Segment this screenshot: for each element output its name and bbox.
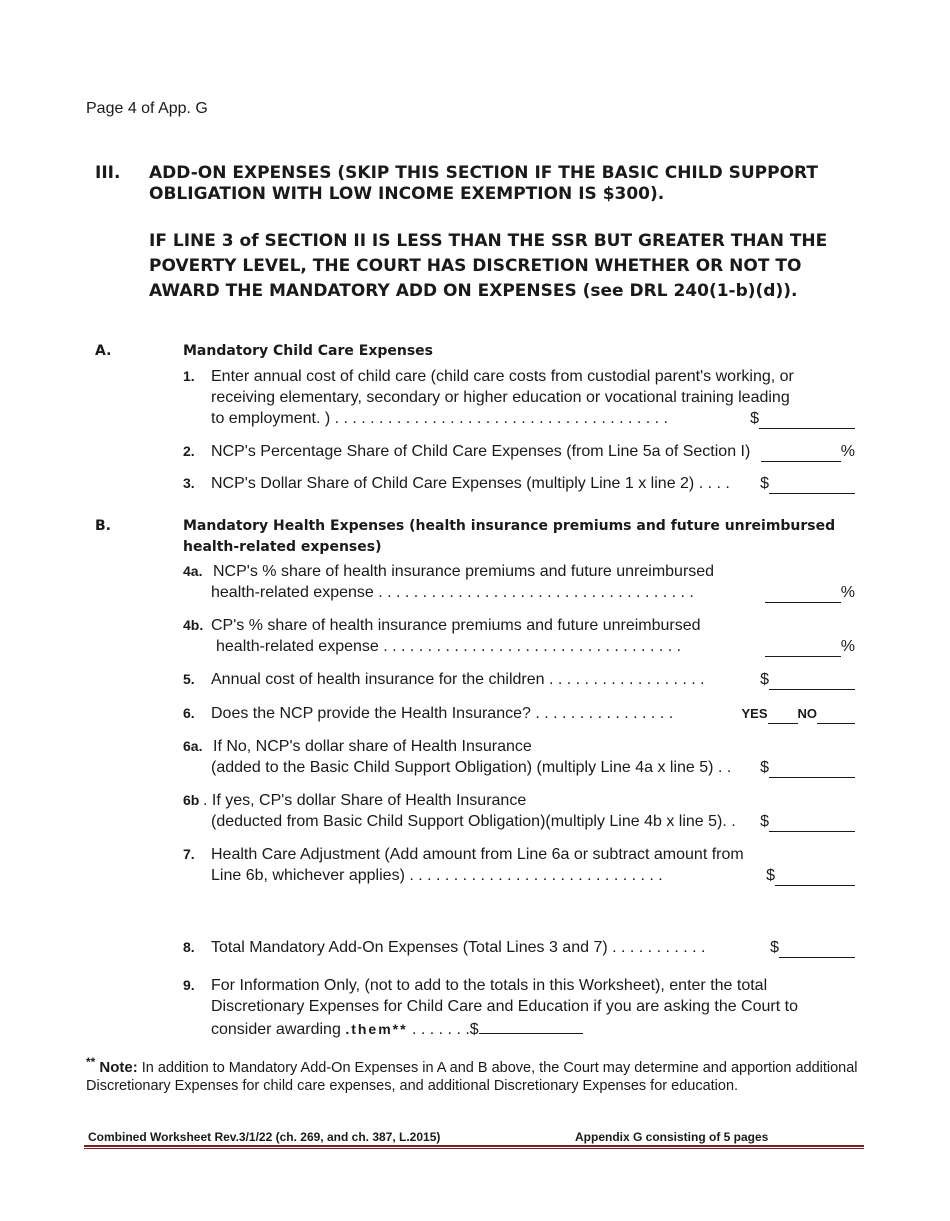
part-a-title: Mandatory Child Care Expenses — [183, 343, 433, 359]
no-field[interactable] — [817, 707, 855, 724]
line-number: 6a. — [183, 738, 203, 754]
dollar-sign: $ — [760, 671, 769, 688]
line-number: 6. — [183, 705, 195, 721]
line-text: . If yes, CP's dollar Share of Health Insurance — [203, 792, 527, 809]
line-6b-amount-field[interactable] — [769, 815, 855, 832]
line-number: 4a. — [183, 563, 203, 579]
line-6a-amount-field[interactable] — [769, 761, 855, 778]
leader-dots: . . . . . . . — [407, 1021, 470, 1038]
yes-field[interactable] — [768, 707, 798, 724]
line-number: 6b — [183, 792, 200, 808]
line-text: For Information Only, (not to add to the totals in this Worksheet), enter the total — [211, 977, 768, 994]
line-text: If No, NCP's dollar share of Health Insurance — [213, 738, 532, 755]
section-subtitle: IF LINE 3 of SECTION II IS LESS THAN THE SSR BUT GREATER THAN THE POVERTY LEVEL, THE COURT HAS DISCRETION WHETHER OR NOT TO AWARD THE MANDATORY ADD ON EXPENSES (see DRL 240(1-b)(d)). — [149, 231, 828, 301]
leader-dots: . . . . . . . . . . . — [607, 939, 706, 956]
line-text: (deducted from Basic Child Support Obligation)(multiply Line 4b x line 5) — [211, 813, 723, 830]
line-text: receiving elementary, secondary or higher education or vocational training leading — [211, 389, 790, 406]
line-6b — [183, 790, 855, 832]
line-7 — [183, 844, 855, 886]
line-5 — [183, 669, 855, 690]
dollar-sign: $ — [750, 410, 759, 427]
line-5-amount-field[interactable] — [769, 673, 855, 690]
line-4b-percent-field[interactable] — [765, 640, 841, 657]
leader-dots: . . . . . . . . . . . . . . . . . . . . . . . . . . . . . . . . . . . . . . — [330, 410, 668, 427]
part-b-letter: B. — [95, 518, 111, 534]
line-3 — [183, 473, 855, 494]
line-number: 9. — [183, 977, 195, 993]
line-number: 8. — [183, 939, 195, 955]
dollar-sign: $ — [766, 867, 775, 884]
footer-revision: Combined Worksheet Rev.3/1/22 (ch. 269, and ch. 387, L.2015) — [88, 1130, 441, 1144]
line-4b — [183, 615, 855, 657]
line-number: 4b. — [183, 617, 204, 633]
leader-dots: . . . . . . . . . . . . . . . . — [530, 705, 674, 722]
line-text: Health Care Adjustment (Add amount from Line 6a or subtract amount from — [211, 846, 744, 863]
leader-dots: . . . . — [694, 475, 730, 492]
leader-dots: . . . . . . . . . . . . . . . . . . . . . . . . . . . . . — [404, 867, 663, 884]
section-number: III. — [95, 163, 121, 183]
part-b-title: Mandatory Health Expenses (health insurance premiums and future unreimbursed health-related expenses) — [183, 518, 836, 555]
line-text: NCP's Percentage Share of Child Care Expenses (from Line 5a of Section I) — [211, 443, 751, 460]
line-number: 3. — [183, 475, 195, 491]
line-6 — [183, 703, 855, 724]
line-text: health-related expense — [211, 584, 374, 601]
line-text: Discretionary Expenses for Child Care and Education if you are asking the Court to — [211, 998, 798, 1015]
line-text: Line 6b, whichever applies) — [211, 867, 405, 884]
footer-rule — [84, 1145, 864, 1147]
footer-rule-thin — [84, 1148, 864, 1149]
dollar-sign: $ — [770, 939, 779, 956]
line-text: to employment. ) — [211, 410, 331, 427]
line-1-amount-field[interactable] — [759, 412, 855, 429]
leader-dots: . . . . . . . . . . . . . . . . . . . . . . . . . . . . . . . . . . . . — [373, 584, 694, 601]
leader-dots: . . . . . . . . . . . . . . . . . . . . . . . . . . . . . . . . . . — [378, 638, 682, 655]
percent-sign: % — [840, 443, 855, 460]
line-3-amount-field[interactable] — [769, 477, 855, 494]
line-9 — [183, 975, 855, 1040]
footnote-marker: ** — [86, 1055, 96, 1069]
line-4a-percent-field[interactable] — [765, 586, 841, 603]
dollar-sign: $ — [760, 759, 769, 776]
footer-appendix: Appendix G consisting of 5 pages — [575, 1130, 769, 1144]
dollar-sign: $ — [760, 813, 769, 830]
line-8-amount-field[interactable] — [779, 941, 855, 958]
line-number: 5. — [183, 671, 195, 687]
dollar-sign: $ — [469, 1021, 479, 1038]
line-text: (added to the Basic Child Support Obligation) (multiply Line 4a x line 5) — [211, 759, 714, 776]
line-2 — [183, 441, 855, 462]
line-text: Enter annual cost of child care (child care costs from custodial parent's working, or — [211, 368, 794, 385]
line-7-amount-field[interactable] — [775, 869, 855, 886]
dollar-sign: $ — [760, 475, 769, 492]
line-text: CP's % share of health insurance premiums and future unreimbursed — [211, 617, 701, 634]
yes-label: YES — [741, 706, 768, 721]
note-text: In addition to Mandatory Add-On Expenses in A and B above, the Court may determine and apportion additional Discretionary Expenses for child care expenses, and additional Discretionary Expenses for education. — [86, 1059, 858, 1094]
line-text: Annual cost of health insurance for the children — [211, 671, 545, 688]
line-4a — [183, 561, 855, 603]
leader-dots: . . — [713, 759, 732, 776]
line-text: Does the NCP provide the Health Insurance? — [211, 705, 531, 722]
line-text: NCP's Dollar Share of Child Care Expenses (multiply Line 1 x line 2) — [211, 475, 695, 492]
percent-sign: % — [840, 638, 855, 655]
part-a-letter: A. — [95, 343, 112, 359]
line-1 — [183, 366, 855, 429]
page-label: Page 4 of App. G — [86, 100, 208, 117]
percent-sign: % — [840, 584, 855, 601]
line-8 — [183, 937, 855, 958]
footnote — [86, 1053, 866, 1095]
line-9-amount-field[interactable] — [479, 1017, 583, 1034]
leader-dots: . . — [722, 813, 736, 830]
them-marker: .them** — [345, 1021, 408, 1037]
line-number: 2. — [183, 443, 195, 459]
line-text: health-related expense — [216, 638, 379, 655]
line-2-percent-field[interactable] — [761, 445, 841, 462]
no-label: NO — [797, 706, 817, 721]
line-6a — [183, 736, 855, 778]
line-number: 7. — [183, 846, 195, 862]
line-text: Total Mandatory Add-On Expenses (Total Lines 3 and 7) — [211, 939, 608, 956]
line-text: consider awarding — [211, 1021, 341, 1038]
note-label: Note: — [99, 1058, 138, 1076]
line-text: NCP's % share of health insurance premiums and future unreimbursed — [213, 563, 715, 580]
line-number: 1. — [183, 368, 195, 384]
section-title: ADD-ON EXPENSES (SKIP THIS SECTION IF THE BASIC CHILD SUPPORT OBLIGATION WITH LOW INCOME EXEMPTION IS $300). — [149, 163, 818, 204]
leader-dots: . . . . . . . . . . . . . . . . . . — [544, 671, 705, 688]
